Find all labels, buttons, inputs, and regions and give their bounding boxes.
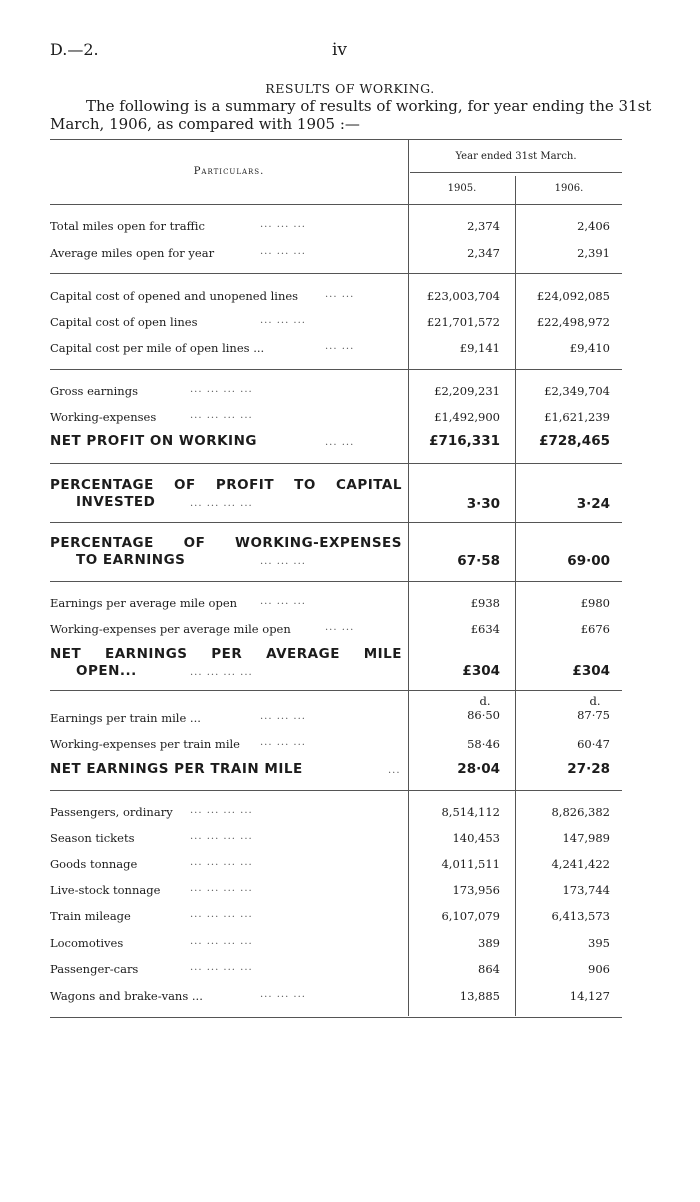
value-1905: 2,347 <box>467 246 500 260</box>
col-header-1906: 1906. <box>554 183 584 194</box>
value-1905: £1,492,900 <box>434 410 500 424</box>
value-1906: £9,410 <box>569 341 610 355</box>
year-group-header: Year ended 31st March. <box>455 151 577 162</box>
value-1905: 864 <box>478 962 500 976</box>
value-1906: £676 <box>580 622 610 636</box>
table-top-rule <box>50 139 622 140</box>
row-label-miles-open: Total miles open for traffic <box>50 219 205 233</box>
value-1906: 4,241,422 <box>551 857 610 871</box>
leader-dots: ... <box>388 765 401 776</box>
value-1905: 28·04 <box>457 761 500 777</box>
value-1905: 67·58 <box>457 553 500 569</box>
value-1905: £23,003,704 <box>426 289 500 303</box>
leader-dots: ... ... ... <box>260 246 306 257</box>
row-label-locomotives: Locomotives <box>50 936 124 950</box>
row-label-percentage-expenses-cont: TO EARNINGS <box>76 552 186 568</box>
leader-dots: ... ... <box>325 289 355 300</box>
value-1905: 4,011,511 <box>441 857 500 871</box>
leader-dots: ... ... ... <box>260 737 306 748</box>
value-1906: 2,406 <box>577 219 610 233</box>
particulars-header: Particulars. <box>193 166 265 177</box>
value-1905: £716,331 <box>429 433 500 449</box>
group-rule <box>50 463 622 464</box>
value-1905: 6,107,079 <box>441 909 500 923</box>
value-1906: £1,621,239 <box>544 410 610 424</box>
row-label-expenses-per-mile: Working-expenses per average mile open <box>50 622 291 636</box>
value-1905: 173,956 <box>452 883 500 897</box>
leader-dots: ... ... ... <box>260 989 306 1000</box>
value-1905: £21,701,572 <box>426 315 500 329</box>
row-label-earnings-per-train-mile: Earnings per train mile ... <box>50 711 201 725</box>
value-1906: 14,127 <box>569 989 610 1003</box>
value-1906: £980 <box>580 596 610 610</box>
row-label-passenger-cars: Passenger-cars <box>50 962 139 976</box>
leader-dots: ... ... ... ... <box>190 936 253 947</box>
value-1906: £728,465 <box>539 433 610 449</box>
row-label-wagons: Wagons and brake-vans ... <box>50 989 203 1003</box>
intro-line-2: March, 1906, as compared with 1905 :— <box>50 115 360 133</box>
leader-dots: ... ... <box>325 437 355 448</box>
leader-dots: ... ... ... <box>260 596 306 607</box>
value-1905: 13,885 <box>459 989 500 1003</box>
row-label-net-earnings-train-mile: NET EARNINGS PER TRAIN MILE <box>50 761 303 777</box>
value-1905: 8,514,112 <box>441 805 500 819</box>
value-1905: 86·50 <box>467 708 500 722</box>
value-1905: £634 <box>470 622 500 636</box>
unit-pence-1905: d. <box>479 694 491 708</box>
group-rule <box>50 522 622 523</box>
value-1906: 147,989 <box>562 831 610 845</box>
leader-dots: ... ... ... ... <box>190 667 253 678</box>
leader-dots: ... ... ... ... <box>190 384 253 395</box>
leader-dots: ... ... ... ... <box>190 410 253 421</box>
row-label-percentage-profit: PERCENTAGE OF PROFIT TO CAPITAL <box>50 477 402 493</box>
unit-pence-1906: d. <box>589 694 601 708</box>
row-label-expenses-per-train-mile: Working-expenses per train mile <box>50 737 240 751</box>
value-1905: 2,374 <box>467 219 500 233</box>
row-label-capital-cost-mile: Capital cost per mile of open lines ... <box>50 341 265 355</box>
leader-dots: ... ... <box>325 341 355 352</box>
leader-dots: ... ... ... <box>260 711 306 722</box>
row-label-goods-tonnage: Goods tonnage <box>50 857 138 871</box>
group-rule <box>50 273 622 274</box>
value-1905: 58·46 <box>467 737 500 751</box>
section-heading: RESULTS OF WORKING. <box>265 81 435 96</box>
leader-dots: ... ... ... <box>260 556 306 567</box>
value-1906: £22,498,972 <box>536 315 610 329</box>
row-label-net-earnings-mile-cont: OPEN... <box>76 663 137 679</box>
value-1906: 173,744 <box>562 883 610 897</box>
row-label-passengers: Passengers, ordinary <box>50 805 173 819</box>
group-rule <box>50 369 622 370</box>
value-1905: £304 <box>462 663 500 679</box>
row-label-season-tickets: Season tickets <box>50 831 135 845</box>
leader-dots: ... ... ... ... <box>190 831 253 842</box>
row-label-gross-earnings: Gross earnings <box>50 384 138 398</box>
page-number: iv <box>332 40 348 60</box>
leader-dots: ... ... ... ... <box>190 498 253 509</box>
row-label-percentage-expenses: PERCENTAGE OF WORKING-EXPENSES <box>50 535 402 551</box>
leader-dots: ... ... ... ... <box>190 857 253 868</box>
value-1906: 27·28 <box>567 761 610 777</box>
value-1906: 906 <box>588 962 610 976</box>
row-label-working-expenses: Working-expenses <box>50 410 157 424</box>
group-rule <box>50 581 622 582</box>
value-1906: 8,826,382 <box>551 805 610 819</box>
table-bottom-rule <box>50 1017 622 1018</box>
row-label-earnings-per-mile: Earnings per average mile open <box>50 596 238 610</box>
value-1906: £304 <box>572 663 610 679</box>
document-reference: D.—2. <box>50 40 99 59</box>
leader-dots: ... ... ... ... <box>190 962 253 973</box>
group-rule <box>50 790 622 791</box>
value-1905: 389 <box>478 936 500 950</box>
value-1906: 60·47 <box>577 737 610 751</box>
header-bottom-rule <box>50 204 622 205</box>
leader-dots: ... ... ... <box>260 315 306 326</box>
value-1905: £938 <box>470 596 500 610</box>
intro-line-1: The following is a summary of results of working, for year ending the 31st <box>86 97 652 115</box>
leader-dots: ... ... <box>325 622 355 633</box>
row-label-net-earnings-mile: NET EARNINGS PER AVERAGE MILE <box>50 646 402 662</box>
row-label-average-miles: Average miles open for year <box>50 246 215 260</box>
value-1905: £2,209,231 <box>434 384 500 398</box>
year-group-rule <box>410 172 622 173</box>
leader-dots: ... ... ... ... <box>190 909 253 920</box>
leader-dots: ... ... ... ... <box>190 805 253 816</box>
value-1906: 6,413,573 <box>551 909 610 923</box>
leader-dots: ... ... ... <box>260 219 306 230</box>
row-label-net-profit: NET PROFIT ON WORKING <box>50 433 257 449</box>
group-rule <box>50 690 622 691</box>
value-1906: 3·24 <box>576 496 610 512</box>
row-label-percentage-profit-cont: INVESTED <box>76 494 156 510</box>
value-1905: 140,453 <box>452 831 500 845</box>
value-1906: 395 <box>588 936 610 950</box>
column-divider-2 <box>515 176 516 1016</box>
row-label-train-mileage: Train mileage <box>50 909 131 923</box>
column-divider-1 <box>408 140 409 1016</box>
value-1906: £24,092,085 <box>536 289 610 303</box>
value-1905: 3·30 <box>466 496 500 512</box>
row-label-capital-cost-all: Capital cost of opened and unopened lines <box>50 289 299 303</box>
col-header-1905: 1905. <box>447 183 477 194</box>
value-1906: 69·00 <box>567 553 610 569</box>
value-1906: 87·75 <box>577 708 610 722</box>
value-1905: £9,141 <box>459 341 500 355</box>
value-1906: 2,391 <box>577 246 610 260</box>
leader-dots: ... ... ... ... <box>190 883 253 894</box>
value-1906: £2,349,704 <box>544 384 610 398</box>
row-label-capital-cost-open: Capital cost of open lines <box>50 315 198 329</box>
row-label-livestock-tonnage: Live-stock tonnage <box>50 883 161 897</box>
